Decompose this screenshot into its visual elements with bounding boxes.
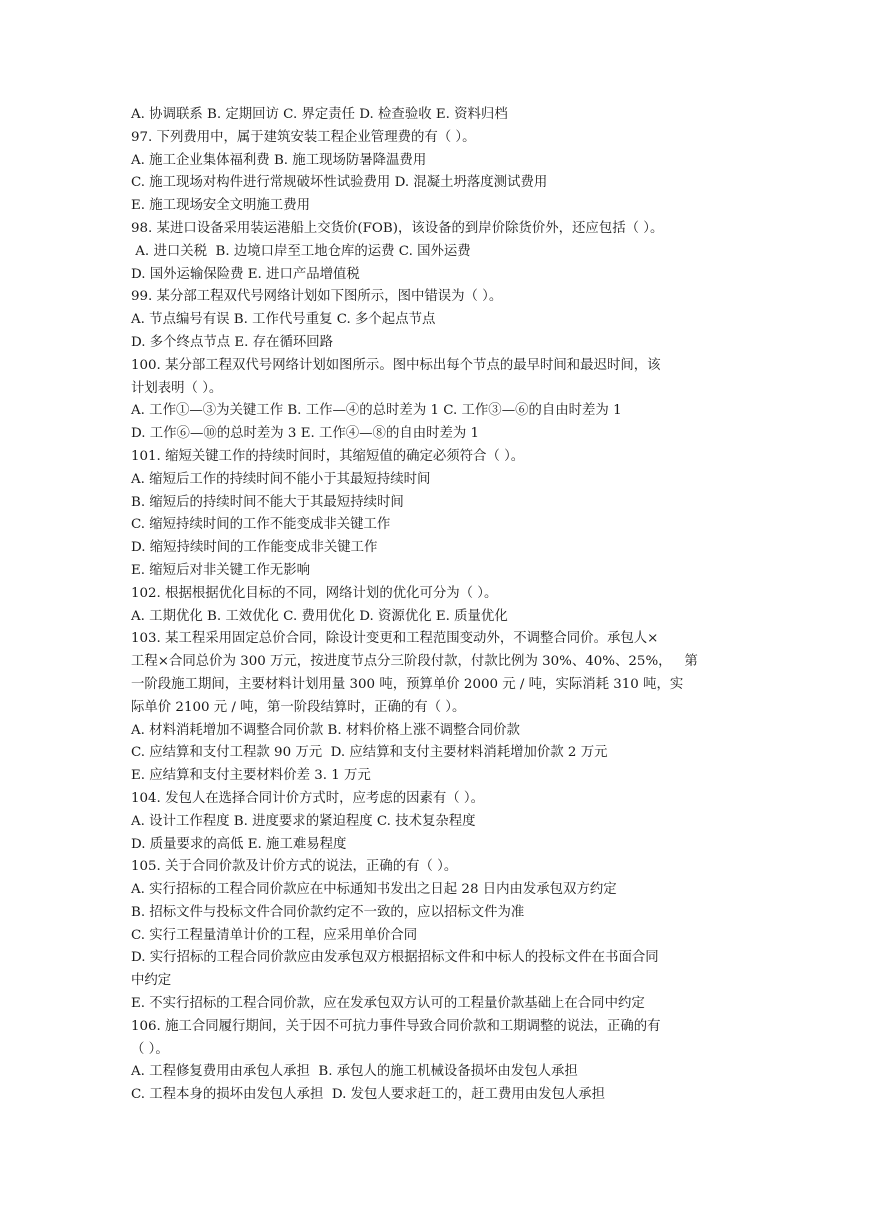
text-line: 97. 下列费用中，属于建筑安装工程企业管理费的有（ ）。 [131,129,476,145]
text-line: D. 缩短持续时间的工作能变成非关键工作 [131,540,378,556]
text-line: 104. 发包人在选择合同计价方式时，应考虑的因素有（ ）。 [131,790,485,806]
text-line: C. 工程本身的损坏由发包人承担 D. 发包人要求赶工的，赶工费用由发包人承担 [131,1087,606,1103]
text-line: E. 施工现场安全文明施工费用 [131,198,310,214]
text-line: E. 应结算和支付主要材料价差 3. 1 万元 [131,768,371,784]
text-line: A. 设计工作程度 B. 进度要求的紧迫程度 C. 技术复杂程度 [131,813,476,829]
text-line: 一阶段施工期间，主要材料计划用量 300 吨，预算单价 2000 元 / 吨，实际消耗 310 吨，实 [131,676,684,692]
text-line: C. 施工现场对构件进行常规破坏性试验费用 D. 混凝土坍落度测试费用 [131,175,548,191]
text-line: A. 工期优化 B. 工效优化 C. 费用优化 D. 资源优化 E. 质量优化 [131,608,508,624]
text-line: 中约定 [131,973,172,989]
text-line: E. 缩短后对非关键工作无影响 [131,562,310,578]
text-line: 105. 关于合同价款及计价方式的说法，正确的有（ ）。 [131,859,458,875]
text-line: D. 实行招标的工程合同价款应由发承包双方根据招标文件和中标人的投标文件在书面合同 [131,950,659,966]
text-line: C. 缩短持续时间的工作不能变成非关键工作 [131,517,391,533]
text-line: A. 进口关税 B. 边境口岸至工地仓库的运费 C. 国外运费 [131,243,471,259]
text-line: D. 国外运输保险费 E. 进口产品增值税 [131,266,360,282]
text-line: D. 工作⑥—⑩的总时差为 3 E. 工作④—⑧的自由时差为 1 [131,426,480,442]
text-line: C. 应结算和支付工程款 90 万元 D. 应结算和支付主要材料消耗增加价款 2 万元 [131,745,608,761]
text-line: 98. 某进口设备采用装运港船上交货价(FOB)，该设备的到岸价除货价外，还应包括（ ）。 [131,220,664,236]
text-line: 102. 根据根据优化目标的不同，网络计划的优化可分为（ ）。 [131,585,498,601]
text-line: A. 工程修复费用由承包人承担 B. 承包人的施工机械设备损坏由发包人承担 [131,1064,578,1080]
text-line: A. 缩短后工作的持续时间不能小于其最短持续时间 [131,471,431,487]
text-line: A. 节点编号有误 B. 工作代号重复 C. 多个起点节点 [131,312,436,328]
text-line: 际单价 2100 元 / 吨，第一阶段结算时，正确的有（ ）。 [131,699,466,715]
text-line: D. 质量要求的高低 E. 施工难易程度 [131,836,347,852]
text-line: B. 缩短后的持续时间不能大于其最短持续时间 [131,494,404,510]
text-line: E. 不实行招标的工程合同价款，应在发承包双方认可的工程量价款基础上在合同中约定 [131,996,645,1012]
document-body [131,104,743,1107]
text-line: A. 协调联系 B. 定期回访 C. 界定责任 D. 检查验收 E. 资料归档 [131,107,508,122]
text-line: A. 施工企业集体福利费 B. 施工现场防暑降温费用 [131,152,427,168]
text-line: 工程×合同总价为 300 万元，按进度节点分三阶段付款，付款比例为 30%、40%、25%， 第 [131,654,698,670]
text-line: A. 实行招标的工程合同价款应在中标通知书发出之日起 28 日内由发承包双方约定 [131,882,617,898]
text-line: 99. 某分部工程双代号网络计划如下图所示，图中错误为（ ）。 [131,289,503,305]
text-line: D. 多个终点节点 E. 存在循环回路 [131,334,334,350]
text-line: 100. 某分部工程双代号网络计划如图所示。图中标出每个节点的最早时间和最迟时间，该 [131,357,661,373]
text-line: A. 材料消耗增加不调整合同价款 B. 材料价格上涨不调整合同价款 [131,722,520,738]
text-line: C. 实行工程量清单计价的工程，应采用单价合同 [131,927,418,943]
text-line: 106. 施工合同履行期间，关于因不可抗力事件导致合同价款和工期调整的说法，正确的有 [131,1018,661,1034]
text-line: （ ）。 [131,1041,169,1057]
text-line: 103. 某工程采用固定总价合同，除设计变更和工程范围变动外，不调整合同价。承包人× [131,631,659,647]
text-line: B. 招标文件与投标文件合同价款约定不一致的，应以招标文件为准 [131,904,525,920]
text-line: 101. 缩短关键工作的持续时间时，其缩短值的确定必须符合（ ）。 [131,448,525,464]
text-line: 计划表明（ ）。 [131,380,223,396]
text-line: A. 工作①—③为关键工作 B. 工作—④的总时差为 1 C. 工作③—⑥的自由时差为 1 [131,403,622,419]
